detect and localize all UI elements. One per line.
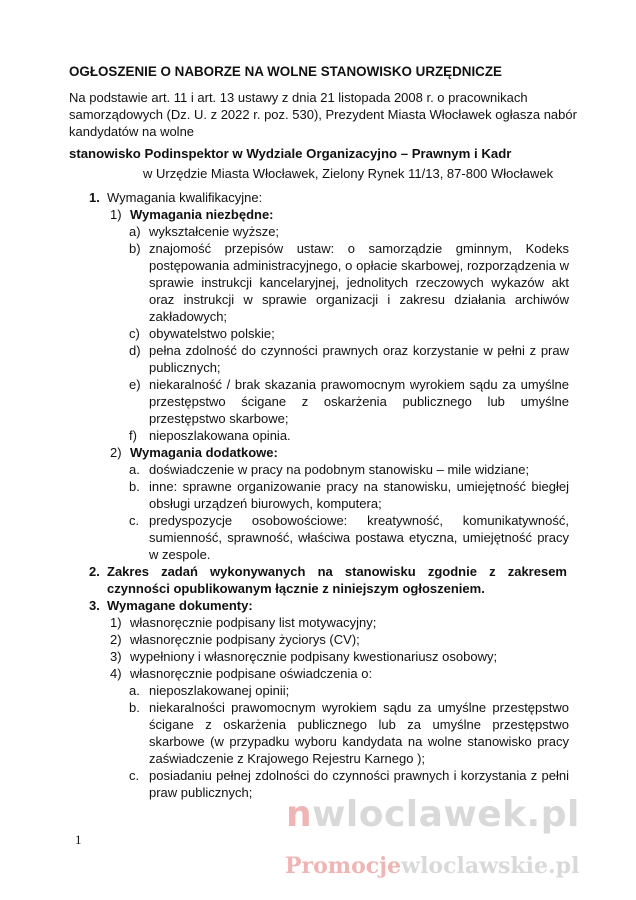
- item-marker: c.: [129, 513, 140, 528]
- item-text: predyspozycje osobowościowe: kreatywność, komunikatywność, sumienność, sprawność, właściwa postawa etyczna, umiejętność pracy w zespole.: [149, 513, 569, 562]
- section-heading: Zakres zadań wykonywanych na stanowisku zgodnie z zakresem czynności opublikowanym łącznie z niniejszym ogłoszeniem.: [107, 564, 567, 596]
- list-item: [69, 461, 569, 478]
- section-number: 1.: [89, 190, 100, 205]
- watermark-accent: Promocje: [285, 853, 402, 879]
- item-text: obywatelstwo polskie;: [149, 326, 275, 341]
- item-text: posiadaniu pełnej zdolności do czynności prawnych i korzystania z pełni praw publicznych;: [149, 768, 569, 800]
- list-item: [69, 325, 569, 342]
- item-marker: c): [129, 326, 140, 341]
- subsection-heading: Wymagania dodatkowe:: [130, 445, 278, 460]
- watermark-text: wloclawskie.pl: [401, 853, 580, 879]
- item-text: inne: sprawne organizowanie pracy na stanowisku, umiejętność biegłej obsługi urządzeń biurowych, komputera;: [149, 479, 569, 511]
- item-marker: 4): [110, 666, 122, 681]
- item-text: wykształcenie wyższe;: [149, 224, 280, 239]
- watermark-accent: n: [286, 794, 313, 835]
- item-marker: a): [129, 224, 141, 239]
- section-scope: [69, 563, 569, 597]
- subsection-required: [69, 206, 569, 223]
- section-documents: [69, 597, 569, 614]
- section-heading: Wymagania kwalifikacyjne:: [107, 190, 263, 205]
- item-marker: 2): [110, 632, 122, 647]
- section-heading: Wymagane dokumenty:: [107, 598, 253, 613]
- item-text: własnoręcznie podpisany życiorys (CV);: [130, 632, 360, 647]
- item-marker: a.: [129, 683, 140, 698]
- office-address: w Urzędzie Miasta Włocławek, Zielony Rynek 11/13, 87-800 Włocławek: [143, 166, 554, 181]
- list-item: [69, 223, 569, 240]
- item-text: pełna zdolność do czynności prawnych oraz korzystanie w pełni z praw publicznych;: [149, 343, 569, 375]
- subsection-additional: [69, 444, 569, 461]
- item-marker: b): [129, 241, 141, 256]
- item-marker: b.: [129, 479, 140, 494]
- list-item: [69, 376, 569, 427]
- item-text: własnoręcznie podpisany list motywacyjny;: [130, 615, 377, 630]
- watermark-logo-secondary: [285, 853, 580, 879]
- subsection-number: 1): [110, 207, 122, 222]
- list-item: [69, 631, 569, 648]
- watermark-logo: [286, 794, 580, 835]
- list-item: [69, 682, 569, 699]
- item-marker: d): [129, 343, 141, 358]
- item-text: nieposzlakowana opinia.: [149, 428, 291, 443]
- watermark-text: wloclawek.pl: [312, 794, 580, 835]
- item-text: doświadczenie w pracy na podobnym stanowisku – mile widziane;: [149, 462, 530, 477]
- list-item: [69, 648, 569, 665]
- list-item: [69, 699, 569, 767]
- page-number: 1: [75, 832, 82, 847]
- section-requirements: [69, 189, 569, 206]
- item-text: niekaralność / brak skazania prawomocnym wyrokiem sądu za umyślne przestępstwo ścigane z oskarżenia publicznego lub umyślne przestępstwo skarbowe;: [149, 377, 569, 426]
- item-text: znajomość przepisów ustaw: o samorządzie gminnym, Kodeks postępowania administracyjnego, o opłacie skarbowej, rozporządzenia w sprawie instrukcji kancelaryjnej, jednolitych rzeczowych wykazów akt oraz instrukcji w sprawie organizacji i zakresu działania archiwów zakładowych;: [149, 241, 569, 324]
- list-item: [69, 342, 569, 376]
- item-marker: c.: [129, 768, 140, 783]
- position-title: stanowisko Podinspektor w Wydziale Organizacyjno – Prawnym i Kadr: [69, 146, 512, 161]
- item-marker: 3): [110, 649, 122, 664]
- list-item: [69, 427, 569, 444]
- item-marker: b.: [129, 700, 140, 715]
- item-text: nieposzlakowanej opinii;: [149, 683, 290, 698]
- section-number: 2.: [89, 564, 100, 579]
- item-text: wypełniony i własnoręcznie podpisany kwestionariusz osobowy;: [130, 649, 498, 664]
- item-text: niekaralności prawomocnym wyrokiem sądu za umyślne przestępstwo ścigane z oskarżenia publicznego lub za umyślne przestępstwo skarbowe (w przypadku wyboru kandydata na wolne stanowisko pracy zaświadczenie z Krajowego Rejestru Karnego );: [149, 700, 569, 766]
- announcement-title: OGŁOSZENIE O NABORZE NA WOLNE STANOWISKO URZĘDNICZE: [69, 64, 502, 79]
- subsection-heading: Wymagania niezbędne:: [130, 207, 274, 222]
- document-body: [69, 189, 569, 801]
- list-item: [69, 614, 569, 631]
- section-number: 3.: [89, 598, 100, 613]
- list-item: [69, 665, 569, 682]
- item-marker: a.: [129, 462, 140, 477]
- list-item: [69, 512, 569, 563]
- intro-paragraph: Na podstawie art. 11 i art. 13 ustawy z dnia 21 listopada 2008 r. o pracownikach samorządowych (Dz. U. z 2022 r. poz. 530), Prezydent Miasta Włocławek ogłasza nabór kandydatów na wolne: [69, 90, 577, 139]
- list-item: [69, 240, 569, 325]
- subsection-number: 2): [110, 445, 122, 460]
- list-item: [69, 478, 569, 512]
- item-marker: e): [129, 377, 141, 392]
- item-text: własnoręcznie podpisane oświadczenia o:: [130, 666, 373, 681]
- item-marker: f): [129, 428, 137, 443]
- item-marker: 1): [110, 615, 122, 630]
